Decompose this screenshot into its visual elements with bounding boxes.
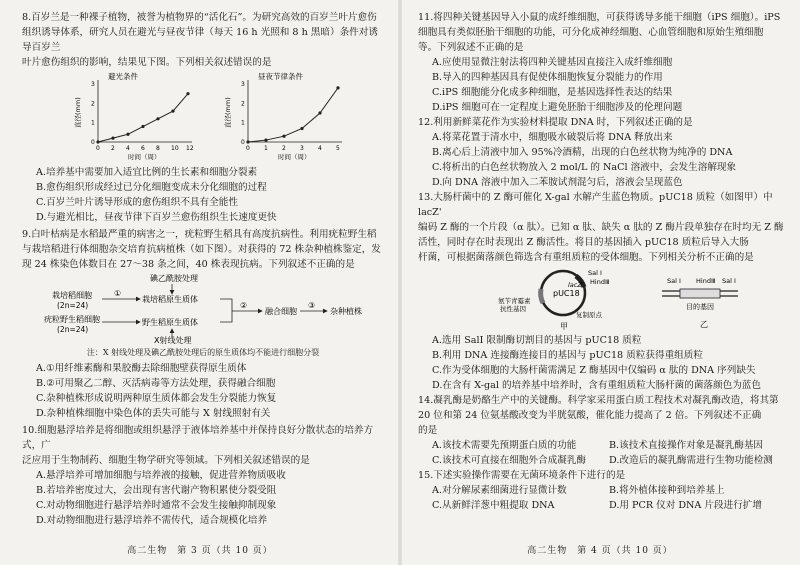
plasmid-name: pUC18 [553,289,580,298]
y-tick-label: 3 [91,81,95,88]
data-point [282,135,285,138]
q9-option-d: D.杂种植株细胞中染色体的丢失可能与 X 射线照射有关 [36,408,271,419]
y-tick-label: 0 [241,139,245,146]
q14-options-row2 [418,453,786,468]
q14-stem-3: 的是 [418,425,438,436]
question-13 [418,190,786,393]
q13-option-a: A.选用 SalⅠ 限制酶切割目的基因与 pUC18 质粒 [432,335,642,346]
series-line [248,88,338,142]
y-tick-label: 1 [241,119,245,127]
q15-option-b: B.将外植体接种到培养基上 [609,485,725,496]
data-point [246,140,249,143]
q8-option-a: A.培养基中需要加入适宜比例的生长素和细胞分裂素 [36,167,258,178]
cell1-n: (2n=24) [57,301,89,310]
ori-label: 复制原点 [576,311,602,319]
step-2: ② [240,301,248,310]
x-tick-label: 0 [246,145,250,152]
q8-option-b: B.愈伤组织形成经过已分化细胞变成未分化细胞的过程 [36,182,267,193]
q11-option-c: C.iPS 细胞能分化成多种细胞，是基因选择性表达的结果 [432,87,673,98]
x-axis-label: 时间（周） [278,153,311,161]
q15-stem-1: 15.下述实验操作需要在无菌环境条件下进行的是 [418,470,626,481]
q13-option-d: D.在含有 X-gal 的培养基中培养时，含有重组质粒大肠杆菌的菌落颜色为蓝色 [432,380,761,391]
q14-option-c: C.该技术可直接在细胞外合成凝乳酶 [432,455,586,466]
data-point [171,109,174,112]
q8-charts [22,70,384,165]
question-15 [418,468,786,513]
hybrid-label: 杂种植株 [330,307,362,316]
hind-label-b: HindⅢ [696,277,716,285]
y-tick-label: 1 [91,119,95,127]
q10-option-a: A.悬浮培养可增加细胞与培养液的接触，促进营养物质吸收 [36,470,286,481]
hind-label-a: HindⅢ [590,278,610,286]
q8-stem-1: 8.百岁兰是一种裸子植物，被誉为植物界的“活化石”。为研究高效的百岁兰叶片愈伤 [22,12,377,23]
question-10 [22,423,384,528]
q13-stem-3: 活性，同时存在时表现出 Z 酶活性。将目的基因插入 pUC18 质粒后导入大肠 [418,237,749,248]
x-axis-label: 时间（周） [128,153,161,161]
x-tick-label: 2 [111,145,115,152]
q14-option-b: B.该技术直接操作对象是凝乳酶基因 [609,440,764,451]
page-right [400,0,800,565]
data-point [111,137,114,140]
y-axis-label: 直径(mm) [224,97,232,128]
q10-stem-2: 泛应用于生物制药、细胞生物学研究等领域。下列相关叙述错误的是 [22,455,310,466]
q12-option-c: C.将析出的白色丝状物放入 2 mol/L 的 NaCl 溶液中，会发生溶解现象 [432,162,737,173]
q11-stem-2: 细胞具有类似胚胎干细胞的功能，可分化成神经细胞、心血管细胞和原始生殖细胞 [418,27,764,38]
x-tick-label: 3 [300,145,304,152]
chart-dark [72,70,202,165]
proto1-label: 栽培稻原生质体 [142,295,198,304]
page-footer-left: 高二生物 第 3 页（共 10 页） [127,546,273,556]
sali-label-b: Sal Ⅰ [667,277,681,285]
proto2-label: 野生稻原生质体 [142,318,198,327]
treat2-label: X射线处理 [154,336,192,344]
figure-label-b: 乙 [700,320,708,329]
x-tick-label: 10 [171,145,179,152]
data-point [318,111,321,114]
chart-title: 避光条件 [108,72,138,81]
series-line [98,94,188,142]
q14-stem-2: 20 位和第 24 位氨基酸改变为半胱氨酸，催化能力提高了 2 倍。下列叙述不正确 [418,410,762,421]
page-footer-right: 高二生物 第 4 页（共 10 页） [527,546,673,556]
q9-stem-1: 9.白叶枯病是水稻最严重的病害之一，疣粒野生稻具有高度抗病性。利用疣粒野生稻 [22,229,377,240]
data-point [141,125,144,128]
x-tick-label: 8 [156,145,160,152]
question-8 [22,10,384,225]
plasmid-figure [418,265,786,333]
q12-stem-1: 12.利用新鲜菜花作为实验材料提取 DNA 时，下列叙述正确的是 [418,117,693,128]
amp-segment [541,289,543,303]
x-tick-label: 5 [336,145,340,152]
question-12 [418,115,786,190]
sali-label-a: Sal Ⅰ [588,269,602,277]
q8-stem-2: 组织诱导体系，研究人员在避光与昼夜节律（每天 16 h 光照和 8 h 黑暗）条件对诱导百岁兰 [22,27,378,53]
question-14 [418,393,786,468]
q13-option-b: B.利用 DNA 连接酶连接目的基因与 pUC18 质粒获得重组质粒 [432,350,703,361]
q15-option-a: A.对分解尿素细菌进行显微计数 [432,485,567,496]
q11-stem-1: 11.将四种关键基因导入小鼠的成纤维细胞，可获得诱导多能干细胞（iPS 细胞）。iPS [418,12,781,23]
q15-options-row2 [418,498,786,513]
q10-option-c: C.对动物细胞进行悬浮培养时通常不会发生接触抑制现象 [36,500,277,511]
y-axis-label: 直径(mm) [74,97,82,128]
amp-label-1: 氨苄青霉素 [498,297,531,305]
data-point [156,117,159,120]
x-tick-label: 0 [96,145,100,152]
q11-option-b: B.导入的四种基因具有促使体细胞恢复分裂能力的作用 [432,72,663,83]
y-tick-label: 3 [241,81,245,88]
q14-option-a: A.该技术需要先预期蛋白质的功能 [432,440,577,451]
cell2-n: (2n=24) [57,325,89,334]
q13-stem-4: 杆菌，可根据菌落颜色筛选含有重组质粒的受体细胞。下列相关分析不正确的是 [418,252,754,263]
q13-stem-2: 编码 Z 酶的一个片段（α 肽）。已知 α 肽、缺失 α 肽的 Z 酶片段单独存在时均无 Z 酶 [418,222,784,233]
q11-option-d: D.iPS 细胞可在一定程度上避免胚胎干细胞涉及的伦理问题 [432,102,683,113]
q9-note: 注：X 射线处理及碘乙酰胺处理后的原生质体均不能进行细胞分裂 [86,348,320,357]
q8-option-d: D.与避光相比，昼夜节律下百岁兰愈伤组织生长速度更快 [36,212,277,223]
data-point [96,140,99,143]
q9-option-a: A.①用纤维素酶和果胶酶去除细胞壁获得原生质体 [36,363,247,374]
q11-stem-3: 等。下列叙述不正确的是 [418,42,524,53]
fusion-diagram [22,272,382,344]
question-11 [418,10,786,115]
figure-label-a: 甲 [560,322,568,331]
q9-option-b: B.②可用聚乙二醇、灭活病毒等方法处理，获得融合细胞 [36,378,276,389]
cell1-label: 栽培稻细胞 [52,291,92,300]
x-tick-label: 12 [186,145,194,152]
q8-stem-3: 叶片愈伤组织的影响，结果见下图。下列相关叙述错误的是 [22,57,272,68]
data-point [300,127,303,130]
q14-options-row1 [418,438,786,453]
data-point [126,133,129,136]
lacz-label: lacZ' [568,281,584,289]
q14-option-d: D.改造后的凝乳酶需进行生物功能检测 [609,455,773,466]
question-9 [22,227,384,421]
q9-option-c: C.杂种植株形成说明两种原生质体都会发生分裂能力恢复 [36,393,277,404]
q15-option-d: D.用 PCR 仪对 DNA 片段进行扩增 [609,500,762,511]
data-point [186,92,189,95]
q12-option-d: D.向 DNA 溶液中加入二苯胺试剂混匀后，溶液会呈现蓝色 [432,177,683,188]
q10-option-d: D.对动物细胞进行悬浮培养不需传代，适合规模化培养 [36,515,268,526]
q12-option-b: B.离心后上清液中加入 95%冷酒精，出现的白色丝状物为纯净的 DNA [432,147,733,158]
q12-option-a: A.将菜花置于清水中，细胞吸水破裂后将 DNA 释放出来 [432,132,673,143]
y-tick-label: 2 [241,100,245,108]
x-tick-label: 6 [141,145,145,152]
y-tick-label: 2 [91,100,95,108]
cell2-label: 疣粒野生稻细胞 [44,315,100,324]
step-3: ③ [308,301,316,310]
fuse-label: 融合细胞 [265,307,297,316]
q9-stem-3: 现 24 株染色体数目在 27～38 条之间，40 株表现抗病。下列叙述不正确的是 [22,259,355,270]
chart-daynight [222,70,352,165]
q9-stem-2: 与栽培稻进行体细胞杂交培育抗病植株（如下图）。对获得的 72 株杂种植株鉴定，发 [22,244,381,255]
data-point [336,86,339,89]
x-tick-label: 1 [264,145,268,152]
q15-option-c: C.从新鲜洋葱中粗提取 DNA [432,500,555,511]
q11-option-a: A.应使用显微注射法将四种关键基因直接注入成纤维细胞 [432,57,673,68]
data-point [264,138,267,141]
x-tick-label: 2 [282,145,286,152]
treat1-label: 碘乙酰胺处理 [150,274,198,283]
q14-stem-1: 14.凝乳酶是奶酪生产中的关键酶。科学家采用蛋白质工程技术对凝乳酶改造，将其第 [418,395,779,406]
x-tick-label: 4 [318,145,322,152]
sali-label-c: Sal Ⅰ [722,277,736,285]
q13-option-c: C.作为受体细胞的大肠杆菌需满足 Z 酶基因中仅编码 α 肽的 DNA 序列缺失 [432,365,756,376]
step-1: ① [114,289,122,298]
amp-label-2: 抗性基因 [500,305,526,313]
q13-stem-1: 13.大肠杆菌中的 Z 酶可催化 X-gal 水解产生蓝色物质。pUC18 质粒（如图甲）中 lacZ' [418,192,773,218]
target-gene-box [680,289,720,298]
q10-stem-1: 10.细胞悬浮培养是将细胞或组织悬浮于液体培养基中并保持良好分散状态的培养方式，广 [22,425,374,451]
chart-title: 昼夜节律条件 [258,72,303,81]
target-gene-label: 目的基因 [686,303,714,311]
q10-option-b: B.若培养密度过大，会出现有害代谢产物积累使分裂受阻 [36,485,277,496]
q8-option-c: C.百岁兰叶片诱导形成的愈伤组织不具有全能性 [36,197,238,208]
x-tick-label: 4 [126,145,130,152]
q15-options-row1 [418,483,786,498]
y-tick-label: 0 [91,139,95,146]
